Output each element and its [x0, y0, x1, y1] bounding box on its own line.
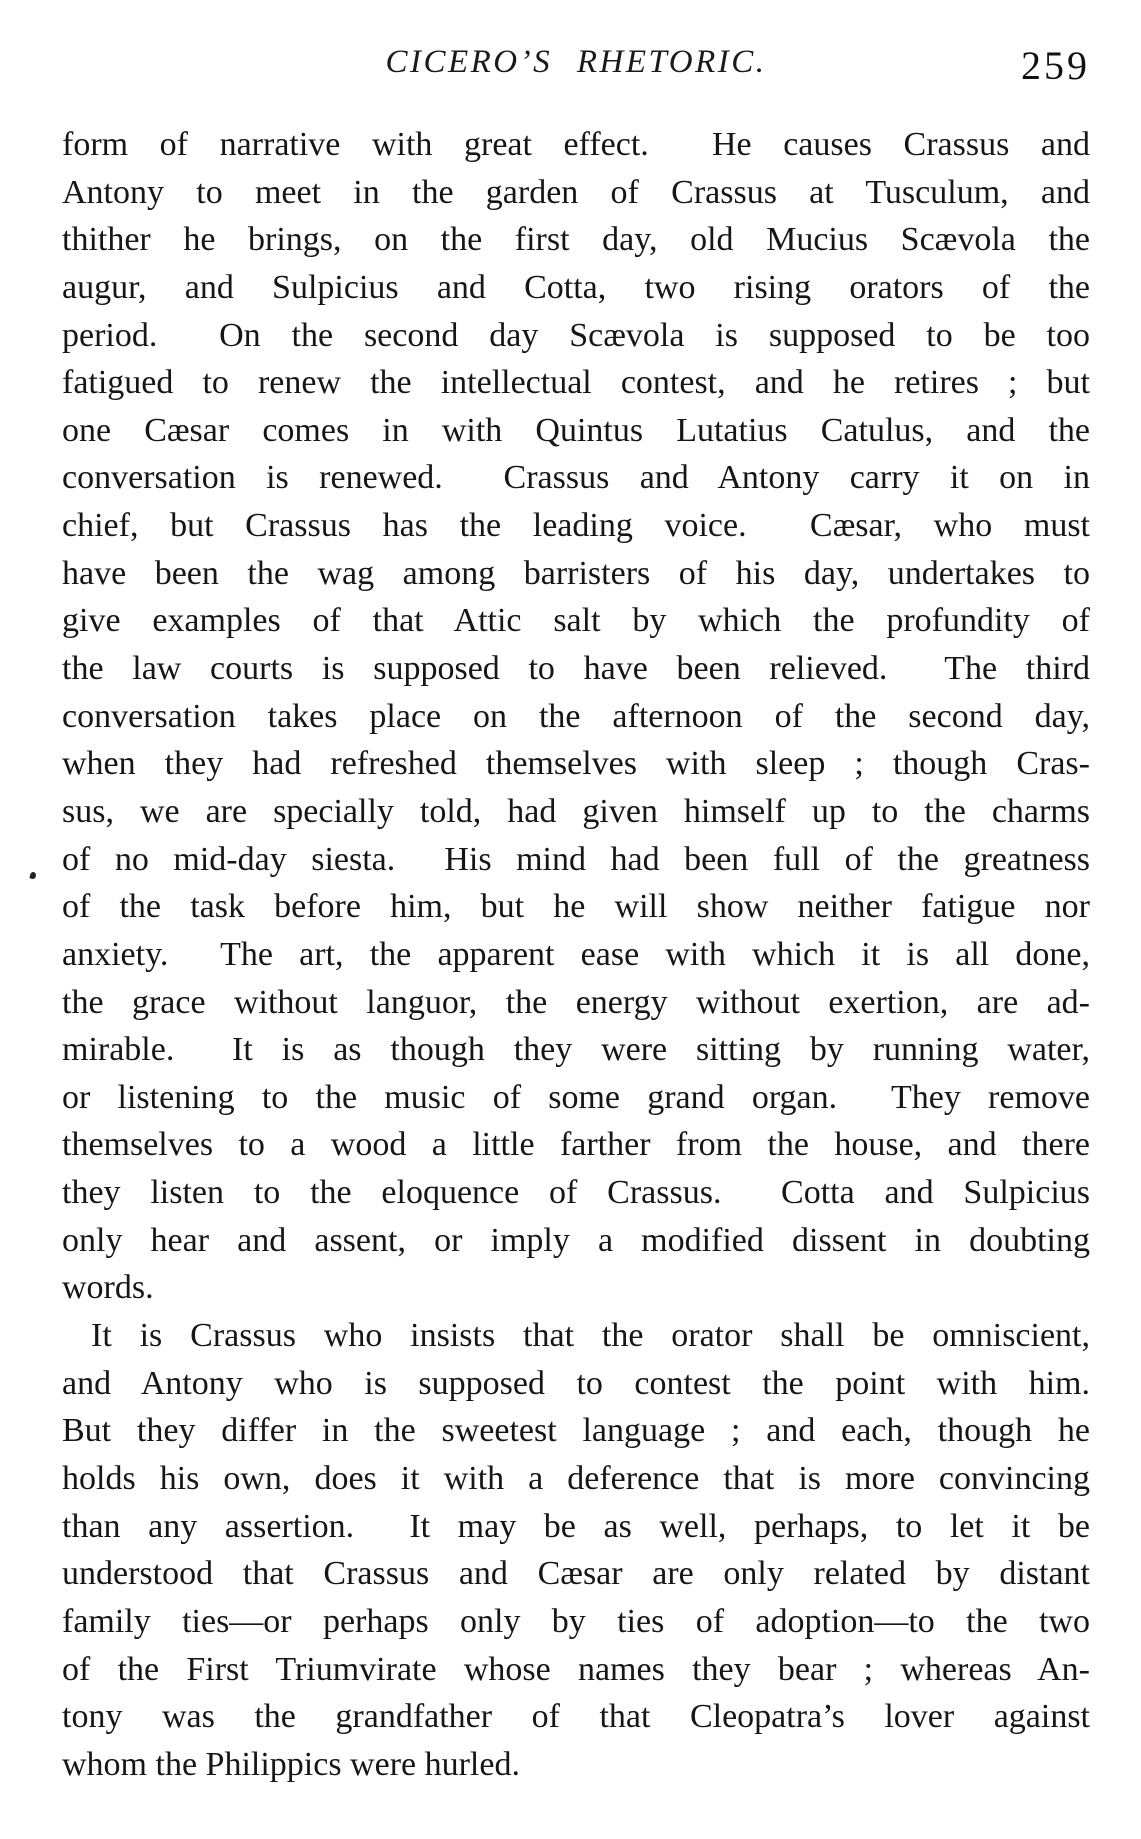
running-head-title: CICERO’S RHETORIC.	[385, 44, 767, 80]
text-line: fatigued to renew the intellectual contest, and he retires ; but	[62, 364, 1090, 402]
text-line: understood that Crassus and Cæsar are only related by distant	[62, 1555, 1090, 1593]
paragraph	[62, 1312, 1090, 1788]
text-line: conversation takes place on the afternoon of the second day,	[62, 697, 1090, 735]
text-line: family ties—or perhaps only by ties of adoption—to the two	[62, 1602, 1090, 1640]
text-line: have been the wag among barristers of his day, undertakes to	[62, 554, 1090, 592]
text-line: themselves to a wood a little farther from the house, and there	[62, 1126, 1090, 1164]
text-line: augur, and Sulpicius and Cotta, two rising orators of the	[62, 268, 1090, 306]
text-line: only hear and assent, or imply a modified dissent in doubting	[62, 1221, 1090, 1259]
text-line: Antony to meet in the garden of Crassus at Tusculum, and	[62, 173, 1090, 211]
text-line: the grace without languor, the energy without exertion, are ad-	[62, 983, 1090, 1021]
running-head	[62, 42, 1090, 86]
paragraph	[62, 121, 1090, 1312]
text-column	[62, 0, 1090, 1839]
text-line: But they differ in the sweetest language ; and each, though he	[62, 1412, 1090, 1450]
text-line: period. On the second day Scævola is supposed to be too	[62, 316, 1090, 354]
text-line: sus, we are specially told, had given himself up to the charms	[62, 792, 1090, 830]
text-line: anxiety. The art, the apparent ease with which it is all done,	[62, 935, 1090, 973]
text-line: of the task before him, but he will show neither fatigue nor	[62, 888, 1090, 926]
text-line: It is Crassus who insists that the orator shall be omniscient,	[91, 1317, 1090, 1355]
text-line: of no mid-day siesta. His mind had been full of the greatness	[62, 840, 1090, 878]
text-line: chief, but Crassus has the leading voice. Cæsar, who must	[62, 507, 1090, 545]
text-line: mirable. It is as though they were sitting by running water,	[62, 1031, 1090, 1069]
text-line: give examples of that Attic salt by which the profundity of	[62, 602, 1090, 640]
text-line: thither he brings, on the first day, old Mucius Scævola the	[62, 221, 1090, 259]
text-line: of the First Triumvirate whose names they bear ; whereas An-	[62, 1650, 1090, 1688]
text-line: the law courts is supposed to have been relieved. The third	[62, 650, 1090, 688]
text-line: tony was the grandfather of that Cleopatra’s lover against	[62, 1698, 1090, 1736]
text-line: they listen to the eloquence of Crassus. Cotta and Sulpicius	[62, 1174, 1090, 1212]
page-body	[62, 121, 1090, 1788]
text-line: and Antony who is supposed to contest the point with him.	[62, 1364, 1090, 1402]
page-number: 259	[1021, 43, 1090, 88]
text-line: one Cæsar comes in with Quintus Lutatius Catulus, and the	[62, 411, 1090, 449]
text-line: words.	[62, 1269, 154, 1307]
text-line: whom the Philippics were hurled.	[62, 1745, 520, 1783]
text-line: or listening to the music of some grand organ. They remove	[62, 1078, 1090, 1116]
ink-speck	[29, 871, 36, 879]
text-line: conversation is renewed. Crassus and Antony carry it on in	[62, 459, 1090, 497]
text-line: form of narrative with great effect. He causes Crassus and	[62, 126, 1090, 163]
text-line: holds his own, does it with a deference that is more convincing	[62, 1459, 1090, 1497]
text-line: when they had refreshed themselves with sleep ; though Cras-	[62, 745, 1090, 783]
text-line: than any assertion. It may be as well, perhaps, to let it be	[62, 1507, 1090, 1545]
